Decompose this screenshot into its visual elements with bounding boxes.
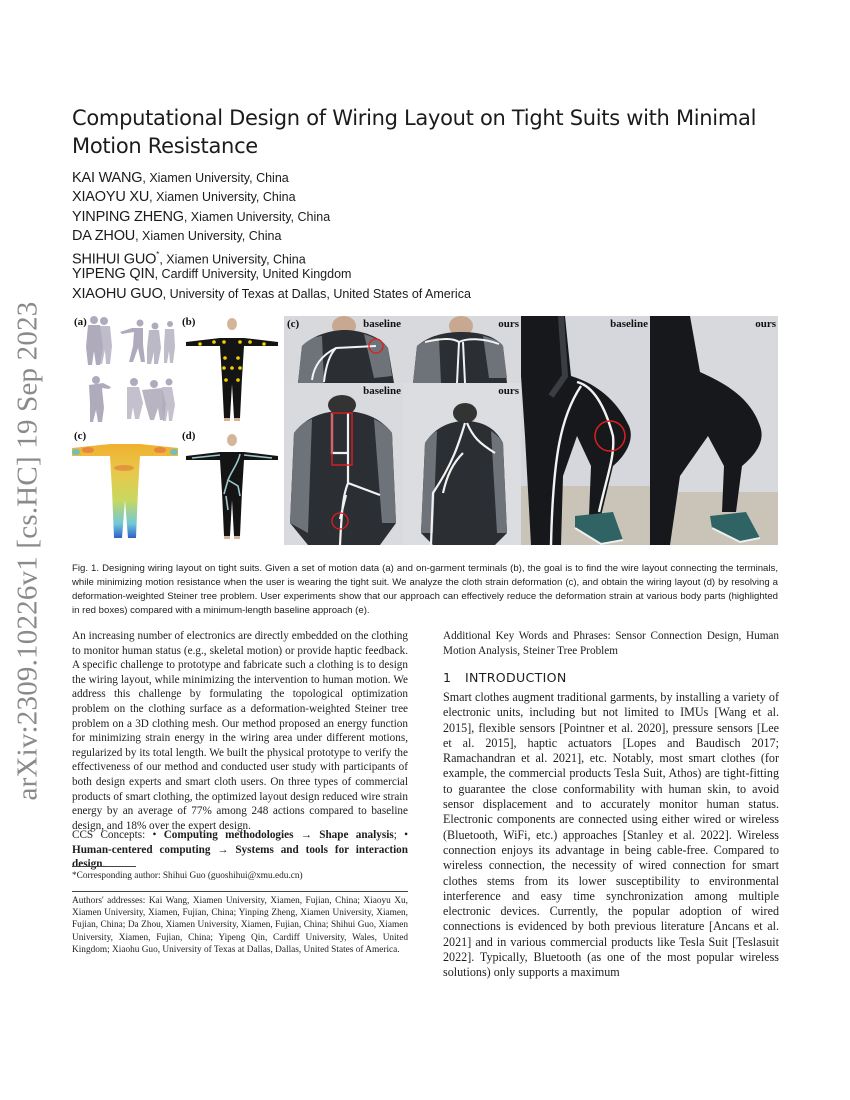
back-baseline-photo — [284, 383, 403, 545]
author-affiliation: , Xiamen University, China — [135, 228, 282, 243]
ccs-bullet: • — [404, 829, 409, 841]
label-a: (a) — [74, 316, 87, 328]
leg-baseline-photo — [521, 316, 650, 545]
section-heading-introduction — [443, 670, 567, 685]
arxiv-identifier: arXiv:2309.10226v1 [cs.HC] 19 Sep 2023 — [11, 301, 44, 801]
author-entry — [72, 245, 792, 268]
paper-title: Computational Design of Wiring Layout on Tight Suits with Minimal Motion Resistance — [72, 106, 757, 158]
tag-ours: ours — [498, 318, 519, 330]
author-affiliation: , Cardiff University, United Kingdom — [154, 267, 352, 282]
introduction-text: Smart clothes augment traditional garments, by installing a variety of electronic units, including but not limited to IMUs [Wang et al. 2015], flexible sensors [Pointner et al. 2020], pressure sensors [Lee et al. 2015], haptic actuators [Lopes and Baudisch 2017; Ramachandran et al. 2021], etc. Notably, most smart clothes (for example, the commercial products Tesla Suit, Athos) are tight-fitting to guarantee the close conformability with human skin, to avoid sensor displacement and to accurately monitor human status. Electronic components are connected using either wired or wireless (Bluetooth, WiFi, etc.) approaches [Stanley et al. 2022]. Wireless connection enjoys its advantage in being cable-free. Compared to wireless connection, the necessity of wired connection for smart clothes stems from its lower susceptibility to environmental interference and easy time synchronization among multiple electronic devices. Currently, the popular adoption of wired connections is evidenced by both previous literature [Ancans et al. 2021] and in various commercial products like Tesla Suit [Teslasuit 2022]. Typically, Bluetooth (as one of the most popular wireless solutions) only supports a maximum — [443, 690, 779, 980]
motion-figures-image — [72, 314, 178, 426]
author-entry — [72, 284, 792, 303]
author-name: XIAOHU GUO — [72, 285, 163, 302]
tag-ours: ours — [755, 318, 776, 330]
author-list — [72, 168, 792, 303]
photo-shoulder-ours — [403, 316, 521, 383]
ccs-end: . — [102, 858, 106, 871]
author-name: YINPING ZHENG — [72, 208, 184, 225]
author-entry — [72, 226, 792, 245]
section-number: 1 — [443, 670, 452, 685]
photo-shoulder-baseline — [284, 316, 403, 383]
label-e: (c) — [287, 318, 300, 330]
panel-b-terminals — [180, 314, 284, 426]
panel-c-strain-map — [72, 430, 178, 547]
ccs-prefix: CCS Concepts: — [72, 829, 153, 841]
abstract: An increasing number of electronics are directly embedded on the clothing to monitor human status (e.g., skeletal motion) or provide haptic feedback. A specific challenge to prototype and fabricate such a clothing is to design the wiring layout, while minimizing the intervention to human motion. We address this challenge by formulating the topological optimization problem on the clothing surface as a deformation-weighted Steiner tree problem on a 3D clothing mesh. Our method proposed an energy function for minimizing strain energy in the wiring area under different motions, regularized by its total length. We built the physical prototype to verify the effectiveness of our method and conducted user study with participants of both design experts and smart cloth users. On three types of commercial products of smart clothing, the optimized layout design reduced wire strain energy by an average of 77% among 248 actions compared to baseline design, and 18% over the expert design. — [72, 630, 408, 832]
author-name: KAI WANG — [72, 170, 143, 186]
section-title: INTRODUCTION — [465, 670, 567, 685]
tag-baseline: baseline — [363, 385, 401, 397]
corresponding-author-footnote: *Corresponding author: Shihui Guo (guoshihui@xmu.edu.cn) — [72, 871, 303, 881]
label-c: (c) — [74, 430, 87, 442]
label-d: (d) — [182, 430, 196, 442]
author-entry — [72, 264, 792, 283]
photo-back-ours — [403, 383, 521, 545]
ccs-bullet: • — [152, 829, 164, 841]
mannequin-terminals-image — [180, 314, 284, 426]
leg-ours-photo — [650, 316, 778, 545]
author-name: YIPENG QIN — [72, 266, 155, 283]
author-name: XIAOYU XU — [72, 189, 150, 206]
photo-leg-ours — [650, 316, 778, 545]
figure-1 — [72, 314, 778, 547]
keywords: Additional Key Words and Phrases: Sensor Connection Design, Human Motion Analysis, Steiner Tree Problem — [443, 630, 779, 657]
photo-back-baseline — [284, 383, 403, 545]
corresponding-mark: * — [156, 250, 160, 260]
arxiv-stamp — [4, 286, 52, 816]
author-affiliation: , Xiamen University, China — [159, 252, 306, 267]
panel-a-motion-data — [72, 314, 178, 426]
author-name: DA ZHOU — [72, 227, 136, 244]
ccs-separator: ; — [393, 829, 405, 841]
addresses-rule — [72, 891, 408, 892]
mannequin-wiring-image — [180, 430, 284, 547]
author-addresses-footnote: Authors' addresses: Kai Wang, Xiamen University, Xiamen, Fujian, China; Xiaoyu Xu, Xiamen University, Xiamen, Fujian, China; Yinping Zheng, Xiamen University, Xiamen, Fujian, China; Da Zhou, Xiamen University, Xiamen, Fujian, China; Shihui Guo, Xiamen University, Xiamen, Fujian, China; Yipeng Qin, Cardiff University, Wales, United Kingdom; Xiaohu Guo, University of Texas at Dallas, Dallas, United States of America. — [72, 896, 408, 955]
photo-leg-baseline — [521, 316, 650, 545]
tag-baseline: baseline — [363, 318, 401, 330]
author-entry — [72, 207, 792, 226]
author-name: SHIHUI GUO — [72, 251, 157, 268]
author-entry — [72, 187, 792, 206]
ccs-item: Human-centered computing → Systems and tools for interaction design — [72, 843, 408, 871]
author-affiliation: , University of Texas at Dallas, United States of America — [162, 286, 471, 301]
strain-heatmap-image — [72, 430, 178, 547]
label-b: (b) — [182, 316, 196, 328]
figure-caption: Fig. 1. Designing wiring layout on tight suits. Given a set of motion data (a) and on-garment terminals (b), the goal is to find the wire layout connecting the terminals, while minimizing motion resistance when the user is wearing the tight suit. We analyze the cloth strain deformation (c), and obtain the wiring layout (d) by resolving a deformation-weighted Steiner tree problem. User experiments show that our approach can effectively reduce the deformation strain at various body parts (highlighted in red boxes) compared with a minimum-length baseline approach (e). — [72, 563, 778, 616]
ccs-item: Computing methodologies → Shape analysis — [163, 829, 394, 841]
footnote-rule — [72, 866, 136, 867]
panel-d-wiring-layout — [180, 430, 284, 547]
author-entry — [72, 168, 792, 187]
author-affiliation: , Xiamen University, China — [183, 209, 331, 224]
author-affiliation: , Xiamen University, China — [142, 171, 289, 185]
back-ours-photo — [403, 383, 521, 545]
tag-ours: ours — [498, 385, 519, 397]
author-affiliation: , Xiamen University, China — [149, 190, 296, 205]
tag-baseline: baseline — [610, 318, 648, 330]
